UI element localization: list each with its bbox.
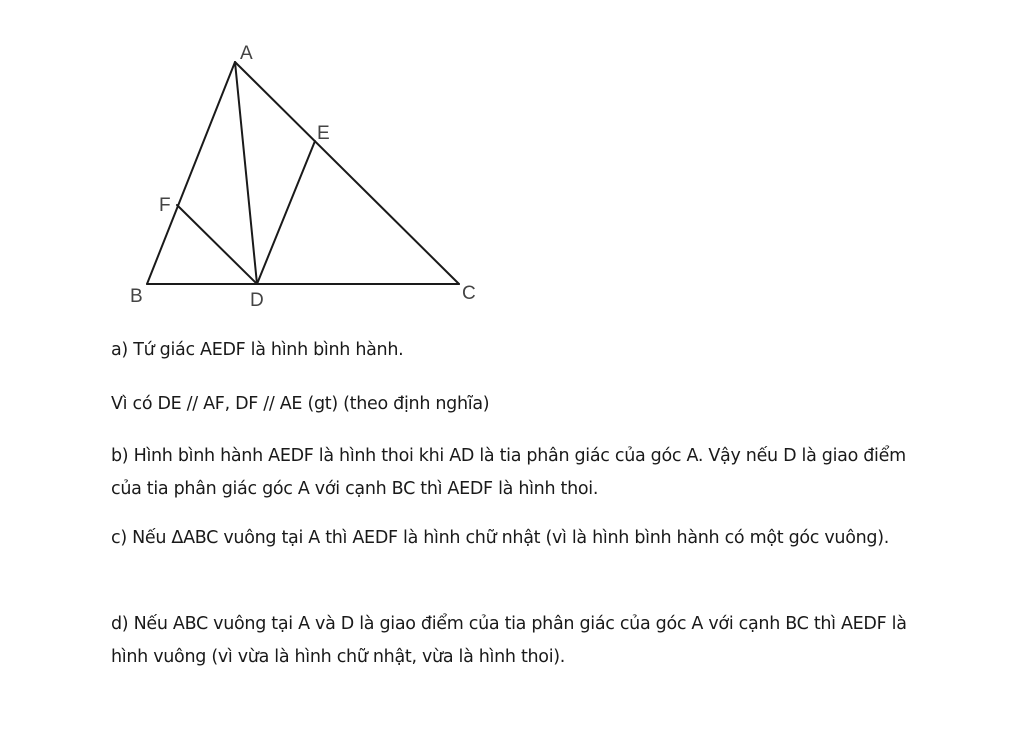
segment-ac: [235, 62, 459, 284]
label-b: B: [130, 286, 143, 307]
segment-df: [177, 205, 257, 284]
label-c: C: [462, 283, 476, 304]
label-d: D: [250, 290, 264, 311]
part-a-statement: a) Tứ giác AEDF là hình bình hành.: [111, 340, 404, 360]
segment-ab: [147, 62, 235, 284]
part-d-statement: d) Nếu ABC vuông tại A và D là giao điểm của tia phân giác của góc A với cạnh BC thì AEDF là hình vuông (vì vừa là hình chữ nhật, vừa là hình thoi).: [111, 614, 907, 667]
part-a-reason: Vì có DE // AF, DF // AE (gt) (theo định nghĩa): [111, 394, 490, 414]
label-e: E: [317, 123, 330, 144]
part-c-statement: c) Nếu ΔABC vuông tại A thì AEDF là hình chữ nhật (vì là hình bình hành có một góc vuông).: [111, 528, 890, 548]
label-f: F: [159, 195, 171, 216]
label-a: A: [240, 43, 253, 64]
segment-de: [257, 141, 315, 284]
segment-ad: [235, 62, 257, 284]
part-b-statement: b) Hình bình hành AEDF là hình thoi khi AD là tia phân giác của góc A. Vậy nếu D là giao điểm của tia phân giác góc A với cạnh BC thì AEDF là hình thoi.: [111, 446, 906, 499]
triangle-figure: [0, 0, 520, 320]
